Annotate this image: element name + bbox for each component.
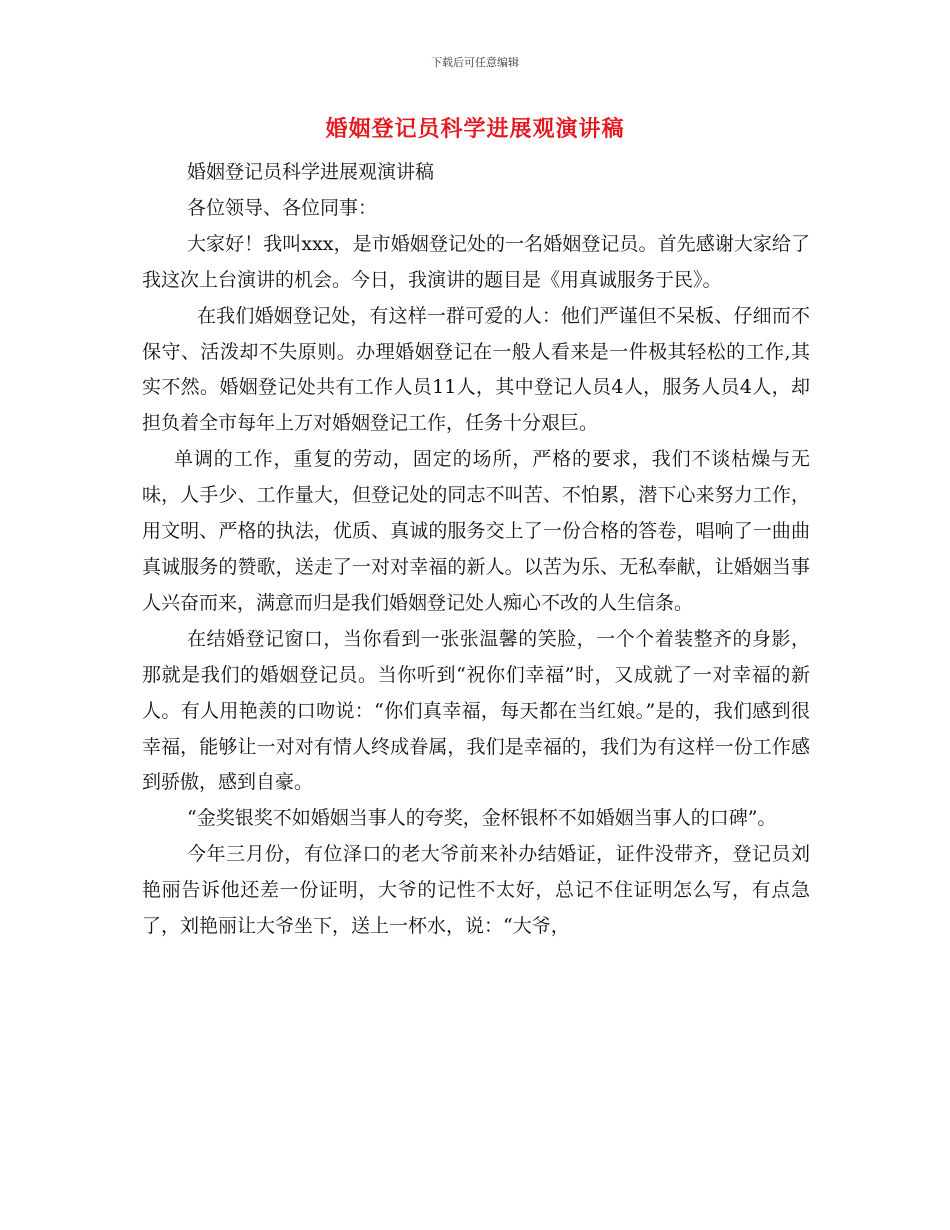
paragraph: 在我们婚姻登记处，有这样一群可爱的人：他们严谨但不呆板、仔细而不保守、活泼却不失原则。办理婚姻登记在一般人看来是一件极其轻松的工作,其实不然。婚姻登记处共有工作人员11人，其中登记人员4人，服务人员4人，却担负着全市每年上万对婚姻登记工作，任务十分艰巨。 <box>142 304 810 435</box>
paragraph-subtitle: 婚姻登记员科学进展观演讲稿 <box>187 161 435 183</box>
document-body <box>142 155 810 945</box>
paragraph: 今年三月份，有位泽口的老大爷前来补办结婚证，证件没带齐，登记员刘艳丽告诉他还差一份证明，大爷的记性不太好，总记不住证明怎么写，有点急了，刘艳丽让大爷坐下，送上一杯水，说：“大爷， <box>142 843 810 938</box>
header-note: 下载后可任意编辑 <box>431 56 519 69</box>
paragraph: 大家好！我叫xxx，是市婚姻登记处的一名婚姻登记员。首先感谢大家给了我这次上台演讲的机会。今日，我演讲的题目是《用真诚服务于民》。 <box>142 232 810 291</box>
paragraph-salutation: 各位领导、各位同事： <box>187 196 378 219</box>
document-title: 婚姻登记员科学进展观演讲稿 <box>325 116 625 142</box>
paragraph: 单调的工作，重复的劳动，固定的场所，严格的要求，我们不谈枯燥与无味，人手少、工作量大，但登记处的同志不叫苦、不怕累，潜下心来努力工作，用文明、严格的执法，优质、真诚的服务交上了一份合格的答卷，唱响了一曲曲真诚服务的赞歌，送走了一对对幸福的新人。以苦为乐、无私奉献，让婚姻当事人兴奋而来，满意而归是我们婚姻登记处人痴心不改的人生信条。 <box>142 448 810 614</box>
paragraph: “金奖银奖不如婚姻当事人的夸奖，金杯银杯不如婚姻当事人的口碑”。 <box>187 807 777 830</box>
paragraph: 在结婚登记窗口，当你看到一张张温馨的笑脸，一个个着装整齐的身影，那就是我们的婚姻登记员。当你听到“祝你们幸福”时，又成就了一对幸福的新人。有人用艳羡的口吻说：“你们真幸福，每天都在当红娘。”是的，我们感到很幸福，能够让一对对有情人终成眷属，我们是幸福的，我们为有这样一份工作感到骄傲，感到自豪。 <box>142 627 810 794</box>
